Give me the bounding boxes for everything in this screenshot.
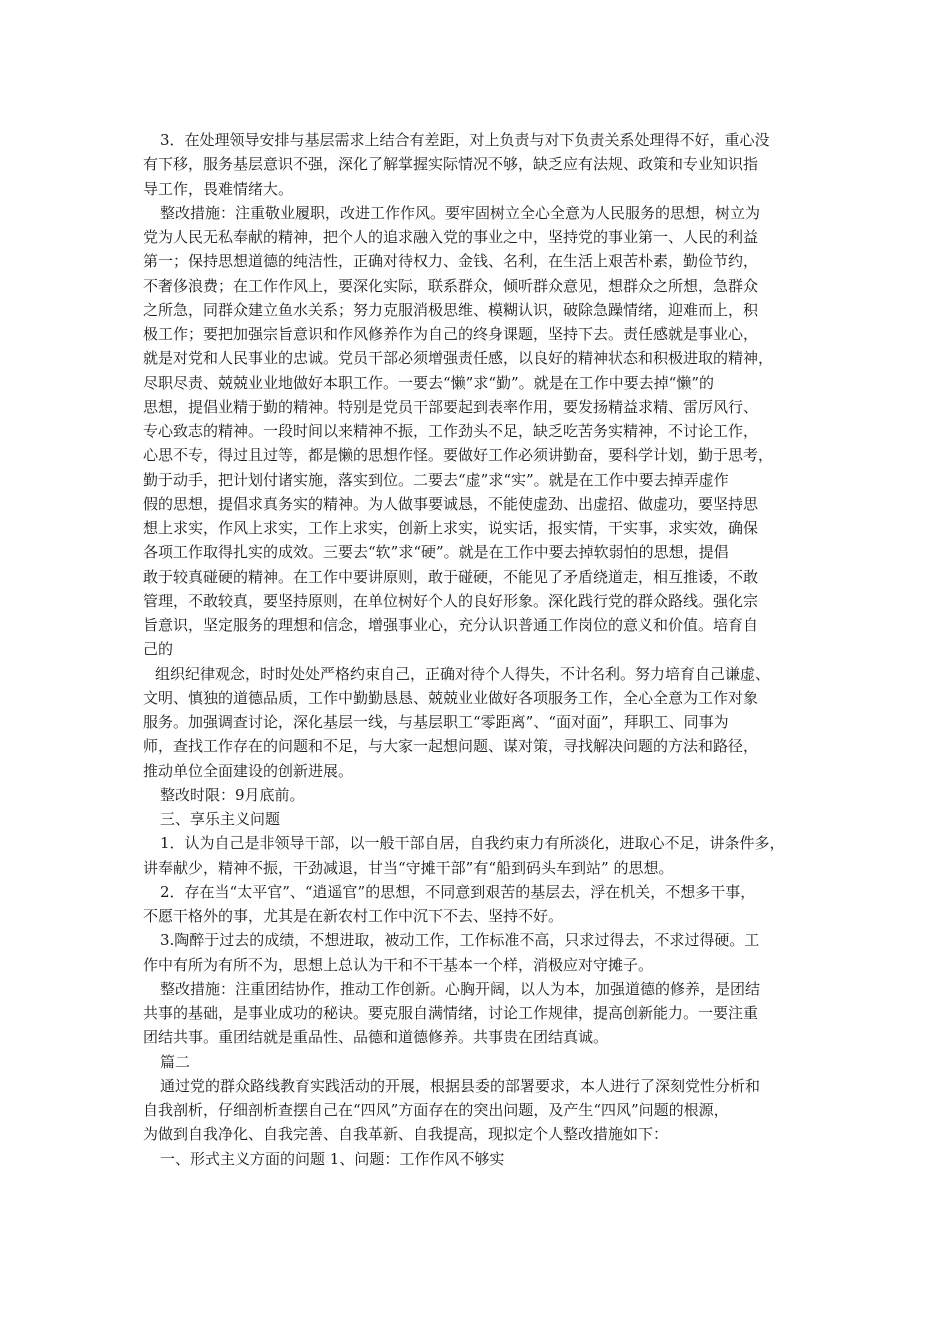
text-line: 各项工作取得扎实的成效。三要去“软”求“硬”。就是在工作中要去掉软弱怕的思想，提倡 xyxy=(143,543,729,562)
text-line: 1．认为自己是非领导干部，以一般干部自居，自我约束力有所淡化，进取心不足，讲条件多， xyxy=(160,834,785,853)
text-line: 专心致志的精神。一段时间以来精神不振，工作劲头不足，缺乏吃苦务实精神，不讨论工作， xyxy=(143,422,759,440)
text-line: 讲奉献少，精神不振，干劲减退，甘当“守摊干部”有“船到码头车到站” 的思想。 xyxy=(143,858,674,877)
text-line: 团结共事。重团结就是重品性、品德和道德修养。共事贵在团结真诚。 xyxy=(143,1028,609,1047)
text-line: 整改措施：注重敬业履职，改进工作作风。要牢固树立全心全意为人民服务的思想，树立为 xyxy=(160,203,761,222)
text-line: 勤于动手，把计划付诸实施，落实到位。二要去“虚”求“实”。就是在工作中要去掉弄虚作 xyxy=(143,470,729,489)
section-heading: 三、享乐主义问题 xyxy=(160,810,281,828)
text-line: 第一；保持思想道德的纯洁性，正确对待权力、金钱、名利，在生活上艰苦朴素，勤俭节约， xyxy=(143,252,759,271)
text-line: 3.陶醉于过去的成绩，不想进取，被动工作，工作标准不高，只求过得去，不求过得硬。工 xyxy=(160,931,760,950)
text-line: 有下移，服务基层意识不强，深化了解掌握实际情况不够，缺乏应有法规、政策和专业知识指 xyxy=(143,155,759,174)
text-line: 思想，提倡业精于勤的精神。特别是党员干部要起到表率作用，要发扬精益求精、雷厉风行、 xyxy=(143,397,759,416)
text-line: 想上求实，作风上求实，工作上求实，创新上求实，说实话，报实情，干实事，求实效，确保 xyxy=(143,519,759,537)
text-line: 己的 xyxy=(143,640,174,659)
text-line: 不奢侈浪费；在工作作风上，要深化实际，联系群众，倾听群众意见，想群众之所想，急群众 xyxy=(143,276,759,295)
text-line: 2．存在当“太平官”、“逍遥官”的思想，不同意到艰苦的基层去，浮在机关，不想多干事， xyxy=(160,882,756,901)
text-line: 整改时限：9月底前。 xyxy=(160,785,305,804)
text-line: 敢于较真碰硬的精神。在工作中要讲原则，敢于碰硬，不能见了矛盾绕道走，相互推诿，不敢 xyxy=(143,567,759,586)
document-body xyxy=(143,128,811,1171)
text-line: 一、形式主义方面的问题 1、问题：工作作风不够实 xyxy=(160,1149,505,1168)
text-line: 通过党的群众路线教育实践活动的开展，根据县委的部署要求，本人进行了深刻党性分析和 xyxy=(160,1076,761,1095)
text-line: 就是对党和人民事业的忠诚。党员干部必须增强责任感，以良好的精神状态和积极进取的精神， xyxy=(143,349,774,368)
text-line: 导工作，畏难情绪大。 xyxy=(143,179,294,198)
text-line: 尽职尽责、兢兢业业地做好本职工作。一要去“懒”求“勤”。就是在工作中要去掉“懒”的 xyxy=(143,373,715,392)
text-line: 不愿干格外的事，尤其是在新农村工作中沉下不去、坚持不好。 xyxy=(143,907,564,925)
text-line: 为做到自我净化、自我完善、自我革新、自我提高，现拟定个人整改措施如下： xyxy=(143,1125,669,1144)
text-line: 作中有所为有所不为，思想上总认为干和不干基本一个样，消极应对守摊子。 xyxy=(143,955,654,974)
text-line: 之所急，同群众建立鱼水关系；努力克服消极思维、模糊认识，破除急躁情绪，迎难而上，积 xyxy=(143,300,759,319)
text-line: 文明、慎独的道德品质，工作中勤勤恳恳、兢兢业业做好各项服务工作，全心全意为工作对象 xyxy=(143,688,759,707)
text-line: 心思不专，得过且过等，都是懒的思想作怪。要做好工作必须讲勤奋，要科学计划，勤于思考， xyxy=(143,446,774,465)
section-heading: 篇二 xyxy=(160,1052,191,1071)
text-line: 整改措施：注重团结协作，推动工作创新。心胸开阔，以人为本，加强道德的修养，是团结 xyxy=(160,979,761,998)
text-line: 共事的基础，是事业成功的秘诀。要克服自满情绪，讨论工作规律，提高创新能力。一要注重 xyxy=(143,1004,759,1022)
text-line: 服务。加强调查讨论，深化基层一线，与基层职工“零距离”、“面对面”，拜职工、同事为 xyxy=(143,713,729,731)
text-line: 3．在处理领导安排与基层需求上结合有差距，对上负责与对下负责关系处理得不好，重心没 xyxy=(160,131,770,149)
text-line: 旨意识，坚定服务的理想和信念，增强事业心，充分认识普通工作岗位的意义和价值。培育自 xyxy=(143,616,759,634)
text-line: 推动单位全面建设的创新进展。 xyxy=(143,761,354,780)
text-line: 党为人民无私奉献的精神，把个人的追求融入党的事业之中，坚持党的事业第一、人民的利益 xyxy=(143,228,759,246)
text-line: 自我剖析，仔细剖析查摆自己在“四风”方面存在的突出问题，及产生“四风”问题的根源， xyxy=(143,1101,729,1119)
text-line: 管理，不敢较真，要坚持原则，在单位树好个人的良好形象。深化践行党的群众路线。强化宗 xyxy=(143,591,759,610)
text-line: 组织纪律观念，时时处处严格约束自己，正确对待个人得失，不计名利。努力培育自己谦虚、 xyxy=(155,664,771,683)
text-line: 师，查找工作存在的问题和不足，与大家一起想问题、谋对策，寻找解决问题的方法和路径， xyxy=(143,737,759,756)
text-line: 假的思想，提倡求真务实的精神。为人做事要诚恳，不能使虚劲、出虚招、做虚功，要坚持思 xyxy=(143,494,759,513)
text-line: 极工作；要把加强宗旨意识和作风修养作为自己的终身课题，坚持下去。责任感就是事业心， xyxy=(143,325,759,343)
